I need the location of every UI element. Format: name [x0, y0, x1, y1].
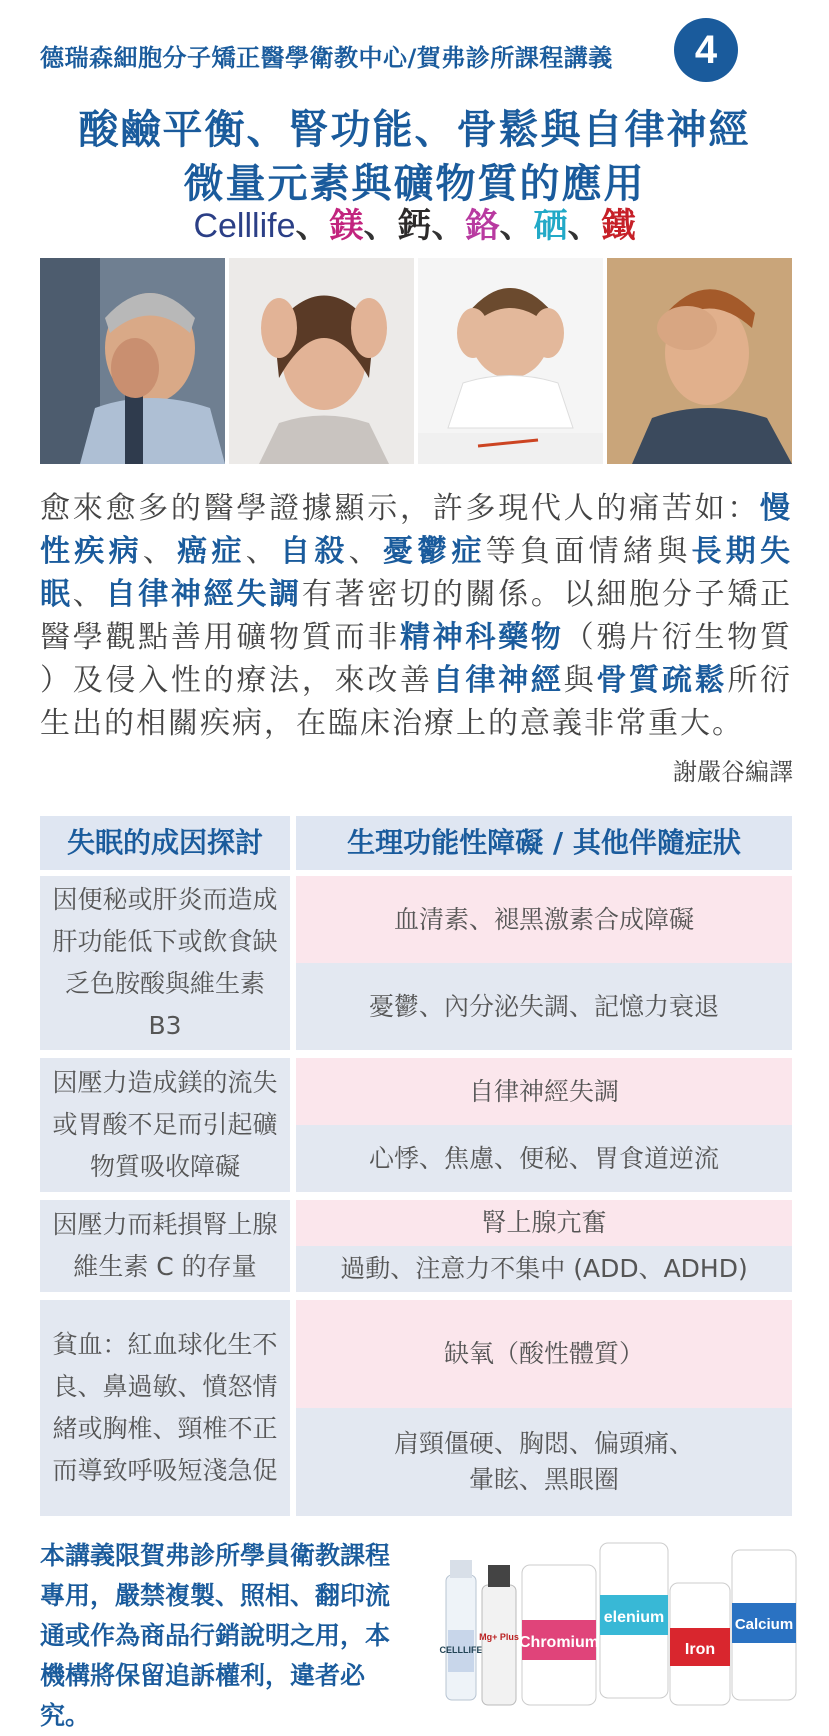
intro-text: 等負面情緒與	[485, 534, 692, 569]
intro-highlight: 自殺	[280, 534, 349, 569]
title-ca: 鈣	[397, 207, 432, 245]
author-credit: 謝嚴谷編譯	[673, 758, 793, 786]
product-label-mgplus: Mg+ Plus	[479, 1632, 519, 1642]
intro-highlight: 自律神經	[432, 663, 564, 698]
symptom-cells	[296, 876, 792, 1050]
product-label-celllife: CELLLIFE	[439, 1645, 483, 1655]
title-sep: 、	[431, 207, 466, 245]
symptom-cells	[296, 1200, 792, 1292]
cause-cell: 因壓力造成鎂的流失或胃酸不足而引起礦物質吸收障礙	[40, 1058, 290, 1192]
title-line-2: 微量元素與礦物質的應用	[183, 160, 646, 207]
product-label-calcium: Calcium	[734, 1616, 794, 1633]
cause-cell: 因壓力而耗損腎上腺維生素 C 的存量	[40, 1200, 290, 1292]
title-celllife: Celllife	[193, 207, 296, 245]
product-bottles	[438, 1525, 798, 1715]
header-causes: 失眠的成因探討	[40, 816, 290, 870]
symptom-secondary: 過動、注意力不集中 (ADD、ADHD)	[296, 1246, 792, 1292]
cause-cell: 貧血：紅血球化生不良、鼻過敏、憤怒情緒或胸椎、頸椎不正而導致呼吸短淺急促	[40, 1300, 290, 1516]
title-cr: 鉻	[465, 207, 500, 245]
title-sep: 、	[499, 207, 534, 245]
intro-text: 愈來愈多的醫學證據顯示，許多現代人的痛苦如：	[40, 491, 760, 526]
title-se: 硒	[533, 207, 568, 245]
photo-man-headache	[40, 258, 225, 464]
photo-young-man-headache	[607, 258, 792, 464]
title-mg: 鎂	[329, 207, 364, 245]
intro-highlight: 自律神經失調	[105, 577, 302, 612]
symptom-secondary	[296, 1408, 792, 1516]
intro-text: （鴉片衍生物質 ）及侵入性的療法，來改善	[40, 620, 793, 698]
photo-woman-headache	[229, 258, 414, 464]
symptom-secondary: 憂鬱、內分泌失調、記憶力衰退	[296, 963, 792, 1050]
causes-table	[40, 816, 792, 1524]
intro-paragraph	[40, 487, 792, 745]
table-row	[40, 876, 792, 1050]
symptom-primary: 自律神經失調	[296, 1058, 792, 1125]
header	[40, 28, 730, 78]
product-label-selenium: elenium	[603, 1609, 665, 1626]
intro-text: 、	[245, 534, 281, 569]
table-row	[40, 1058, 792, 1192]
intro-text: 、	[142, 534, 178, 569]
copyright-notice: 本講義限賀弗診所學員衛教課程專用，嚴禁複製、照相、翻印流通或作為商品行銷說明之用，本機構將保留追訴權利，違者必究。	[40, 1541, 391, 1730]
title-fe: 鐵	[601, 207, 636, 245]
title-line-1: 酸鹼平衡、腎功能、骨鬆與自律神經	[78, 106, 751, 153]
header-symptoms: 生理功能性障礙 / 其他伴隨症狀	[296, 816, 792, 870]
intro-text: 所衍生出的相關疾病，在臨床治療上的意義非常重大。	[40, 663, 793, 741]
intro-text: 、	[72, 577, 106, 612]
page-number-badge: 4	[674, 18, 738, 82]
product-label-iron: Iron	[684, 1641, 716, 1658]
intro-highlight: 長期失眠	[40, 534, 793, 612]
cause-cell: 因便秘或肝炎而造成肝功能低下或飲食缺乏色胺酸與維生素 B3	[40, 876, 290, 1050]
intro-text: 與	[563, 663, 597, 698]
title-sep: 、	[567, 207, 602, 245]
symptom-cells	[296, 1300, 792, 1516]
intro-text: 、	[348, 534, 383, 569]
table-row	[40, 1200, 792, 1292]
symptom-line: 肩頸僵硬、胸悶、偏頭痛、	[393, 1429, 694, 1458]
title-sep: 、	[363, 207, 398, 245]
table-header	[40, 816, 792, 870]
intro-text: 有著密切的關係。以細胞分子矯正醫學觀點善用礦物質而非	[40, 577, 793, 655]
product-label-chromium: Chromium	[519, 1634, 599, 1651]
symptom-line: 暈眩、黑眼圈	[468, 1465, 619, 1494]
intro-highlight: 憂鬱症	[382, 534, 486, 569]
symptom-primary: 腎上腺亢奮	[296, 1200, 792, 1246]
photo-boy-headache	[418, 258, 603, 464]
symptom-cells	[296, 1058, 792, 1192]
header-title: 德瑞森細胞分子矯正醫學衛教中心/賀弗診所課程講義	[40, 44, 613, 72]
symptom-primary: 血清素、褪黑激素合成障礙	[296, 876, 792, 963]
title-sep: 、	[295, 207, 330, 245]
intro-highlight: 癌症	[177, 534, 246, 569]
photo-strip	[40, 258, 792, 464]
intro-highlight: 精神科藥物	[400, 620, 564, 655]
title-line-3	[0, 198, 829, 247]
symptom-secondary: 心悸、焦慮、便秘、胃食道逆流	[296, 1125, 792, 1192]
table-row	[40, 1300, 792, 1516]
intro-highlight: 骨質疏鬆	[596, 663, 728, 698]
symptom-primary: 缺氧（酸性體質）	[296, 1300, 792, 1408]
intro-highlight: 慢性疾病	[40, 491, 792, 569]
